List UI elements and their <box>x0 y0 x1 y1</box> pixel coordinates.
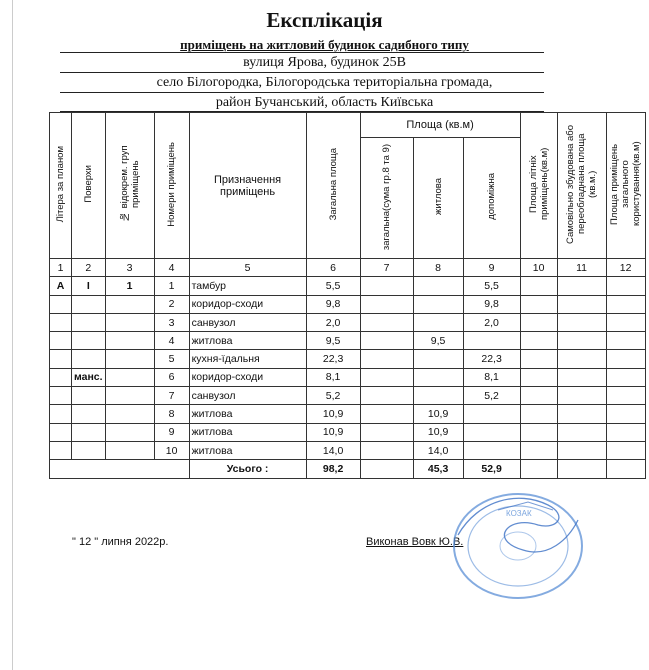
totals-row <box>50 460 646 478</box>
header-living: житлова <box>413 138 463 259</box>
cell-room-number: 10 <box>154 441 189 459</box>
cell-total-area: 5,2 <box>306 387 360 405</box>
cell-common <box>606 295 645 313</box>
cell-rebuilt <box>557 332 606 350</box>
cell-total-area: 5,5 <box>306 277 360 295</box>
cell-area-total <box>360 350 413 368</box>
cell-purpose: житлова <box>189 423 306 441</box>
cell-room-number: 1 <box>154 277 189 295</box>
totals-common <box>606 460 645 478</box>
cell-group <box>105 313 154 331</box>
cell-area-total <box>360 441 413 459</box>
cell-area-total <box>360 423 413 441</box>
cell-group <box>105 405 154 423</box>
cell-litera: А <box>50 277 72 295</box>
table-row <box>50 387 646 405</box>
cell-group <box>105 387 154 405</box>
cell-area-total <box>360 332 413 350</box>
header-purpose: Призначення приміщень <box>189 113 306 259</box>
cell-living: 14,0 <box>413 441 463 459</box>
cell-rebuilt <box>557 405 606 423</box>
cell-rebuilt <box>557 423 606 441</box>
cell-common <box>606 332 645 350</box>
room-rows <box>50 277 646 460</box>
cell-poverkh <box>72 405 106 423</box>
header-rebuilt: Самовільно збудована або переобладнана площа (кв.м.) <box>557 113 606 259</box>
cell-room-number: 5 <box>154 350 189 368</box>
cell-poverkh <box>72 332 106 350</box>
cell-summer <box>520 350 557 368</box>
cell-litera <box>50 387 72 405</box>
header-litera: Літера за планом <box>50 113 72 259</box>
cell-rebuilt <box>557 295 606 313</box>
column-number-row <box>50 259 646 277</box>
document-title: Експлікація <box>266 8 383 32</box>
totals-label: Усього : <box>189 460 306 478</box>
cell-purpose: житлова <box>189 332 306 350</box>
cell-room-number: 9 <box>154 423 189 441</box>
cell-living: 10,9 <box>413 405 463 423</box>
cell-purpose: санвузол <box>189 313 306 331</box>
header-area-total: загальна(сума гр.8 та 9) <box>360 138 413 259</box>
cell-room-number: 2 <box>154 295 189 313</box>
cell-common <box>606 387 645 405</box>
cell-group <box>105 350 154 368</box>
cell-total-area: 8,1 <box>306 368 360 386</box>
cell-total-area: 22,3 <box>306 350 360 368</box>
column-number: 5 <box>189 259 306 277</box>
cell-purpose: житлова <box>189 441 306 459</box>
cell-group <box>105 423 154 441</box>
cell-auxiliary: 5,5 <box>463 277 520 295</box>
column-number: 2 <box>72 259 106 277</box>
cell-summer <box>520 368 557 386</box>
cell-total-area: 2,0 <box>306 313 360 331</box>
signature-line: Виконав Вовк Ю.В. <box>366 536 464 548</box>
table-row <box>50 313 646 331</box>
cell-common <box>606 350 645 368</box>
stamp-seal-image <box>428 480 588 600</box>
table-row <box>50 405 646 423</box>
cell-auxiliary: 5,2 <box>463 387 520 405</box>
cell-total-area: 9,8 <box>306 295 360 313</box>
cell-rebuilt <box>557 368 606 386</box>
totals-summer <box>520 460 557 478</box>
cell-auxiliary <box>463 405 520 423</box>
cell-area-total <box>360 405 413 423</box>
cell-group: 1 <box>105 277 154 295</box>
cell-litera <box>50 295 72 313</box>
cell-litera <box>50 368 72 386</box>
cell-total-area: 10,9 <box>306 405 360 423</box>
cell-auxiliary <box>463 332 520 350</box>
cell-living <box>413 368 463 386</box>
cell-auxiliary: 2,0 <box>463 313 520 331</box>
column-number: 1 <box>50 259 72 277</box>
cell-summer <box>520 295 557 313</box>
table-row <box>50 441 646 459</box>
cell-litera <box>50 423 72 441</box>
cell-summer <box>520 423 557 441</box>
cell-rebuilt <box>557 441 606 459</box>
cell-area-total <box>360 295 413 313</box>
cell-total-area: 14,0 <box>306 441 360 459</box>
table-row <box>50 332 646 350</box>
cell-group <box>105 295 154 313</box>
cell-summer <box>520 441 557 459</box>
header-summer: Площа літніх приміщень(кв.м) <box>520 113 557 259</box>
cell-purpose: житлова <box>189 405 306 423</box>
cell-room-number: 4 <box>154 332 189 350</box>
cell-living <box>413 313 463 331</box>
header-common: Площа приміщень загального користування(кв.м) <box>606 113 645 259</box>
address-street: вулиця Ярова, будинок 25В <box>243 55 406 70</box>
document-date: " 12 " липня 2022р. <box>72 536 169 548</box>
cell-litera <box>50 313 72 331</box>
table-row <box>50 368 646 386</box>
cell-poverkh <box>72 295 106 313</box>
cell-poverkh <box>72 423 106 441</box>
cell-area-total <box>360 277 413 295</box>
cell-litera <box>50 441 72 459</box>
address-region: район Бучанський, область Київська <box>215 95 434 110</box>
cell-room-number: 3 <box>154 313 189 331</box>
cell-purpose: санвузол <box>189 387 306 405</box>
cell-common <box>606 423 645 441</box>
header-poverkh: Поверхи <box>72 113 106 259</box>
cell-auxiliary <box>463 423 520 441</box>
header-room-number: Номери приміщень <box>154 113 189 259</box>
cell-summer <box>520 405 557 423</box>
cell-living <box>413 387 463 405</box>
cell-rebuilt <box>557 277 606 295</box>
totals-living: 45,3 <box>413 460 463 478</box>
totals-blank <box>50 460 190 478</box>
column-number: 6 <box>306 259 360 277</box>
cell-living <box>413 350 463 368</box>
cell-poverkh <box>72 387 106 405</box>
cell-summer <box>520 313 557 331</box>
cell-living <box>413 295 463 313</box>
cell-room-number: 6 <box>154 368 189 386</box>
cell-litera <box>50 332 72 350</box>
cell-living: 9,5 <box>413 332 463 350</box>
column-number: 12 <box>606 259 645 277</box>
street-underline <box>60 72 544 73</box>
cell-poverkh <box>72 441 106 459</box>
cell-group <box>105 368 154 386</box>
cell-group <box>105 332 154 350</box>
totals-rebuilt <box>557 460 606 478</box>
cell-auxiliary: 9,8 <box>463 295 520 313</box>
table-row <box>50 350 646 368</box>
village-underline <box>60 92 544 93</box>
cell-room-number: 8 <box>154 405 189 423</box>
cell-poverkh <box>72 350 106 368</box>
cell-purpose: коридор-сходи <box>189 368 306 386</box>
svg-text:КОЗАК: КОЗАК <box>506 509 532 518</box>
cell-rebuilt <box>557 387 606 405</box>
cell-living: 10,9 <box>413 423 463 441</box>
column-number: 4 <box>154 259 189 277</box>
cell-room-number: 7 <box>154 387 189 405</box>
cell-total-area: 10,9 <box>306 423 360 441</box>
cell-common <box>606 441 645 459</box>
address-village: село Білогородка, Білогородська територіальна громада, <box>156 75 493 90</box>
cell-auxiliary: 22,3 <box>463 350 520 368</box>
cell-rebuilt <box>557 350 606 368</box>
cell-common <box>606 313 645 331</box>
cell-summer <box>520 277 557 295</box>
cell-area-total <box>360 313 413 331</box>
column-number: 3 <box>105 259 154 277</box>
cell-purpose: коридор-сходи <box>189 295 306 313</box>
document-subtitle: приміщень на житловий будинок садибного типу <box>180 37 469 52</box>
explication-table <box>49 112 646 479</box>
header-group: № відокрем. груп приміщень <box>105 113 154 259</box>
column-number: 7 <box>360 259 413 277</box>
cell-poverkh: І <box>72 277 106 295</box>
header-total-area: Загальна площа <box>306 113 360 259</box>
table-row <box>50 423 646 441</box>
cell-auxiliary: 8,1 <box>463 368 520 386</box>
cell-common <box>606 368 645 386</box>
column-number: 8 <box>413 259 463 277</box>
column-number: 11 <box>557 259 606 277</box>
totals-area-total <box>360 460 413 478</box>
cell-total-area: 9,5 <box>306 332 360 350</box>
cell-common <box>606 277 645 295</box>
cell-purpose: тамбур <box>189 277 306 295</box>
cell-litera <box>50 350 72 368</box>
cell-auxiliary <box>463 441 520 459</box>
cell-rebuilt <box>557 313 606 331</box>
cell-living <box>413 277 463 295</box>
cell-area-total <box>360 387 413 405</box>
cell-summer <box>520 332 557 350</box>
cell-litera <box>50 405 72 423</box>
totals-auxiliary: 52,9 <box>463 460 520 478</box>
cell-group <box>105 441 154 459</box>
subtitle-underline <box>60 52 544 53</box>
cell-poverkh: манс. <box>72 368 106 386</box>
table-row <box>50 295 646 313</box>
totals-total-area: 98,2 <box>306 460 360 478</box>
header-auxiliary: допоміжна <box>463 138 520 259</box>
cell-poverkh <box>72 313 106 331</box>
header-area-group: Площа (кв.м) <box>360 113 520 138</box>
cell-area-total <box>360 368 413 386</box>
column-number: 10 <box>520 259 557 277</box>
column-number: 9 <box>463 259 520 277</box>
cell-summer <box>520 387 557 405</box>
table-row <box>50 277 646 295</box>
cell-purpose: кухня-їдальня <box>189 350 306 368</box>
cell-common <box>606 405 645 423</box>
